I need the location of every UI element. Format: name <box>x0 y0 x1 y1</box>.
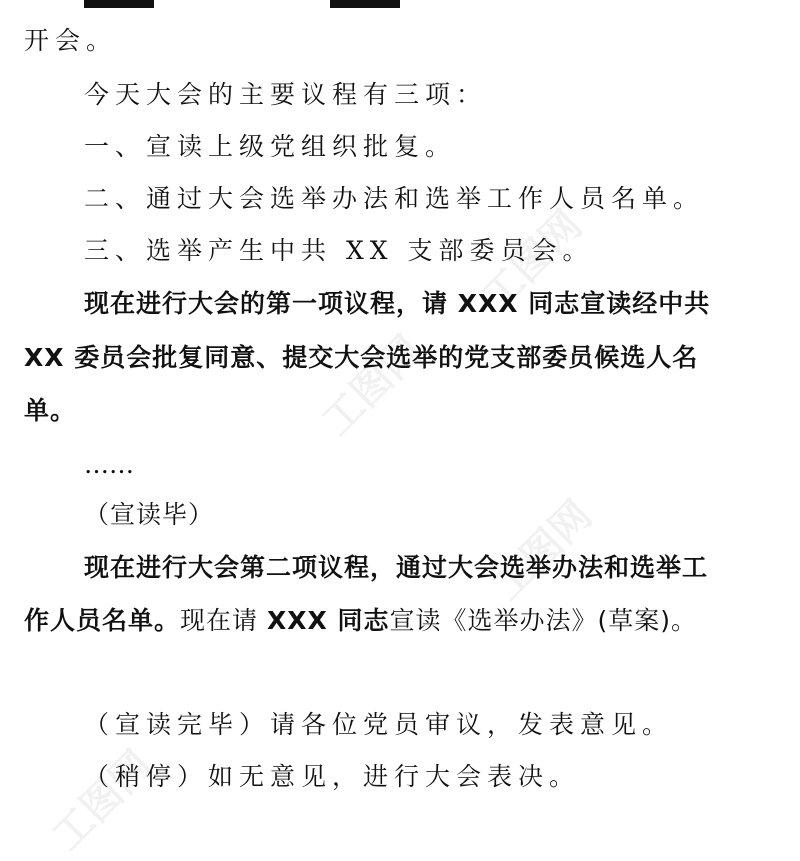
second-item-bold-a: 作人员名单。 <box>24 606 181 635</box>
second-item-line-2 <box>24 604 697 639</box>
previous-line-fragment <box>84 0 154 8</box>
second-item-normal-a: 现在请 <box>180 606 267 635</box>
ellipsis: …… <box>84 450 134 479</box>
watermark: 工图网 <box>473 202 592 320</box>
review-paragraph: （宣读完毕）请各位党员审议，发表意见。 <box>84 710 674 739</box>
watermark: 工图网 <box>313 327 432 445</box>
reading-done-note: （宣读毕） <box>84 500 215 529</box>
agenda-item-2: 二、通过大会选举办法和选举工作人员名单。 <box>84 184 705 213</box>
first-item-line-3: 单。 <box>24 396 77 425</box>
previous-line-fragment <box>330 0 400 8</box>
second-item-bold-b: XXX 同志 <box>266 606 390 635</box>
vote-paragraph: （稍停）如无意见，进行大会表决。 <box>84 762 581 791</box>
paragraph-tail: 开会。 <box>24 26 118 55</box>
first-item-line-1: 现在进行大会的第一项议程，请 XXX 同志宣读经中共 <box>84 289 711 318</box>
agenda-intro: 今天大会的主要议程有三项： <box>84 80 488 109</box>
second-item-normal-b: 宣读《选举办法》(草案)。 <box>389 606 698 635</box>
watermark: 工图网 <box>43 742 162 860</box>
first-item-line-2: XX 委员会批复同意、提交大会选举的党支部委员候选人名 <box>24 343 699 372</box>
watermark: 工图网 <box>483 492 602 610</box>
second-item-line-1: 现在进行大会第二项议程，通过大会选举办法和选举工 <box>84 553 709 582</box>
agenda-item-3: 三、选举产生中共 XX 支部委员会。 <box>84 236 594 265</box>
agenda-item-1: 一、宣读上级党组织批复。 <box>84 132 457 161</box>
